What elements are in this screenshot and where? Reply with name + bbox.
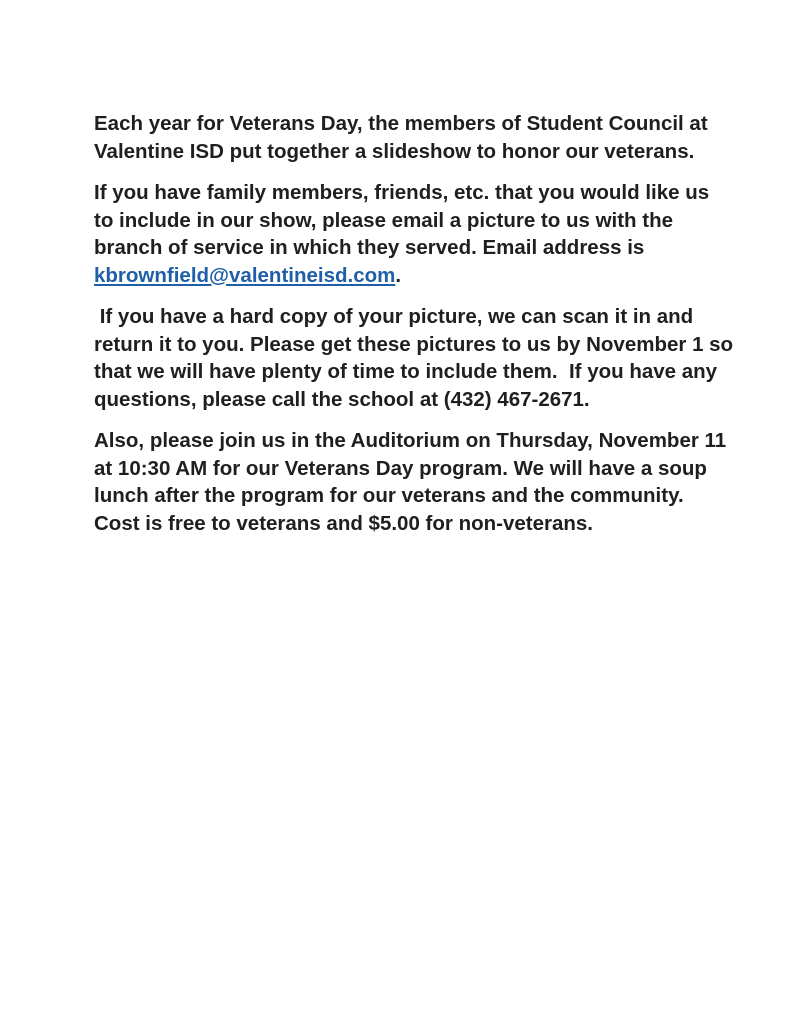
paragraph-hard-copy: If you have a hard copy of your picture, we can scan it in and return it to you. Please get these pictures to us by November 1 so that we will have plenty of time to include them. If you have any questions, please call the school at (432) 467-2671. <box>94 305 739 411</box>
paragraph-email-request-end: . <box>395 263 402 287</box>
paragraph-slideshow-intro: Each year for Veterans Day, the members of Student Council at Valentine ISD put together a slideshow to honor our veterans. <box>94 112 714 163</box>
email-link[interactable]: kbrownfield@valentineisd.com <box>94 263 396 287</box>
paragraph-email-request <box>94 179 734 289</box>
document-page <box>94 110 739 551</box>
paragraph-program-invite: Also, please join us in the Auditorium on Thursday, November 11 at 10:30 AM for our Veterans Day program. We will have a soup lunch after the program for our veterans and the community. Cost is free to veterans and $5.00 for non-veterans. <box>94 429 732 535</box>
paragraph-email-request-text: If you have family members, friends, etc. that you would like us to include in our show, please email a picture to us with the branch of service in which they served. Email address is <box>94 181 715 259</box>
